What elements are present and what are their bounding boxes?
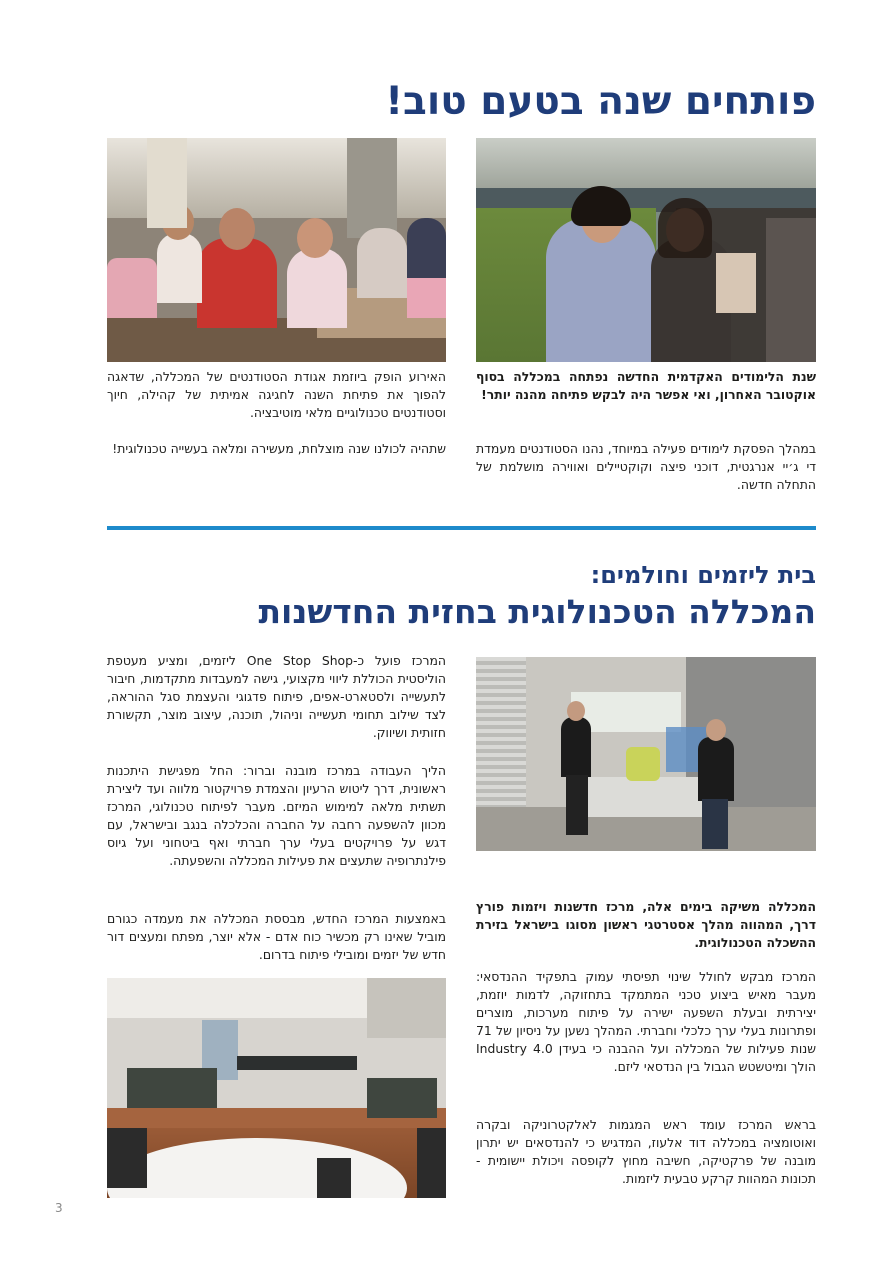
computer-lab-photo	[107, 978, 446, 1198]
section-divider	[107, 526, 816, 530]
section2-kicker: בית ליזמים וחולמים:	[590, 561, 816, 589]
page-number: 3	[55, 1201, 63, 1215]
section2-left-paragraph-2: הליך העבודה במרכז מובנה וברור: החל מפגישת היתכנות ראשונית, דרך ליטוש הרעיון והצמדת פרויקטור מלווה ועד ליצירת תשתית מלאה למימוש המיזם. מעבר לפיתוח טכנולוגי, המרכז מכוון להשפעה רחבה על החברה והכלכלה בנגב ובישראל, עם דגש על פרויקטים בעלי ערך חברתי ואף ביטחוני ועל גיוס פילנתרופיה שתעצים את פעילות המכללה והשפעתה.	[107, 763, 446, 868]
section1-right-paragraph: במהלך הפסקת לימודים פעילה במיוחד, נהנו הסטודנטים מעמדת די ג׳יי אנרגטית, דוכני פיצה וקוקטיילים ואווירה מושלמת של התחלה חדשה.	[476, 441, 816, 492]
section1-left-paragraph-2: שתהיה לכולנו שנה מוצלחת, מעשירה ומלאה בעשייה טכנולוגית!	[112, 441, 446, 456]
group-photo	[107, 138, 446, 362]
section1-title: פותחים שנה בטעם טוב!	[385, 79, 816, 124]
innovation-center-photo	[476, 657, 816, 851]
section2-left-paragraph-3: באמצעות המרכז החדש, מבססת המכללה את מעמדה כגורם מוביל שאינו רק מכשיר כוח אדם - אלא יוצר, מפתח ומעצים דור חדש של יזמים ומובילי פיתוח בדרום.	[107, 911, 446, 962]
section1-right-caption: שנת הלימודים האקדמית החדשה נפתחה במכללה בסוף אוקטובר האחרון, ואי אפשר היה לבקש פתיחה מהנה יותר!	[476, 369, 816, 402]
section2-right-paragraph-2: בראש המרכז עומד ראש המגמות לאלקטרוניקה ובקרה ואוטומציה במכללה דוד אלעוז, המדגיש כי להנדסאים יש יתרון מובנה של פרקטיקה, חשיבה מחוץ לקופסה ויכולת יישומית - תכונות המהוות קרקע טבעית ליזמות.	[476, 1117, 816, 1186]
section2-title: המכללה הטכנולוגית בחזית החדשנות	[258, 592, 816, 631]
section2-left-paragraph-1: המרכז פועל כ-One Stop Shop ליזמים, ומציע מעטפת הוליסטית הכוללת ליווי מקצועי, גישה למעבדות מתקדמות, חיבור לתעשייה ולסטארט-אפים, פיתוח פדגוגי והעצמת סגל ההוראה, לצד שילוב תחומי תעשייה וניהול, תוכנה, עיצוב מוצר, תקשורת חזותית ושיווק.	[107, 653, 446, 740]
section1-left-paragraph-1: האירוע הופק ביוזמת אגודת הסטודנטים של המכללה, שדאגה להפוך את פתיחת השנה לחגיגה אמיתית של קהילה, חיוך וסטודנטים טכנולוגיים מלאי מוטיבציה.	[107, 369, 446, 420]
students-photo	[476, 138, 816, 362]
section2-right-caption: המכללה משיקה בימים אלה, מרכז חדשנות ויזמות פורץ דרך, המהווה מהלך אסטרטגי ראשון מסוגו בישראל בזירת ההשכלה הטכנולוגית.	[476, 899, 816, 950]
section2-right-paragraph-1: המרכז מבקש לחולל שינוי תפיסתי עמוק בתפקיד ההנדסאי: מעבר מאיש ביצוע טכני המתמקד בתחזוקה, לדמות יוזמת, יצירתית ובעלת השפעה ישירה על פיתוח מערכות, מוצרים ופתרונות בעלי ערך כלכלי וחברתי. המהלך נשען על ניסיון של 71 שנות פעילות של המכללה ועל ההבנה כי בעידן Industry 4.0 הולך ומיטשטש הגבול בין הנדסאי ליזם.	[476, 969, 816, 1074]
